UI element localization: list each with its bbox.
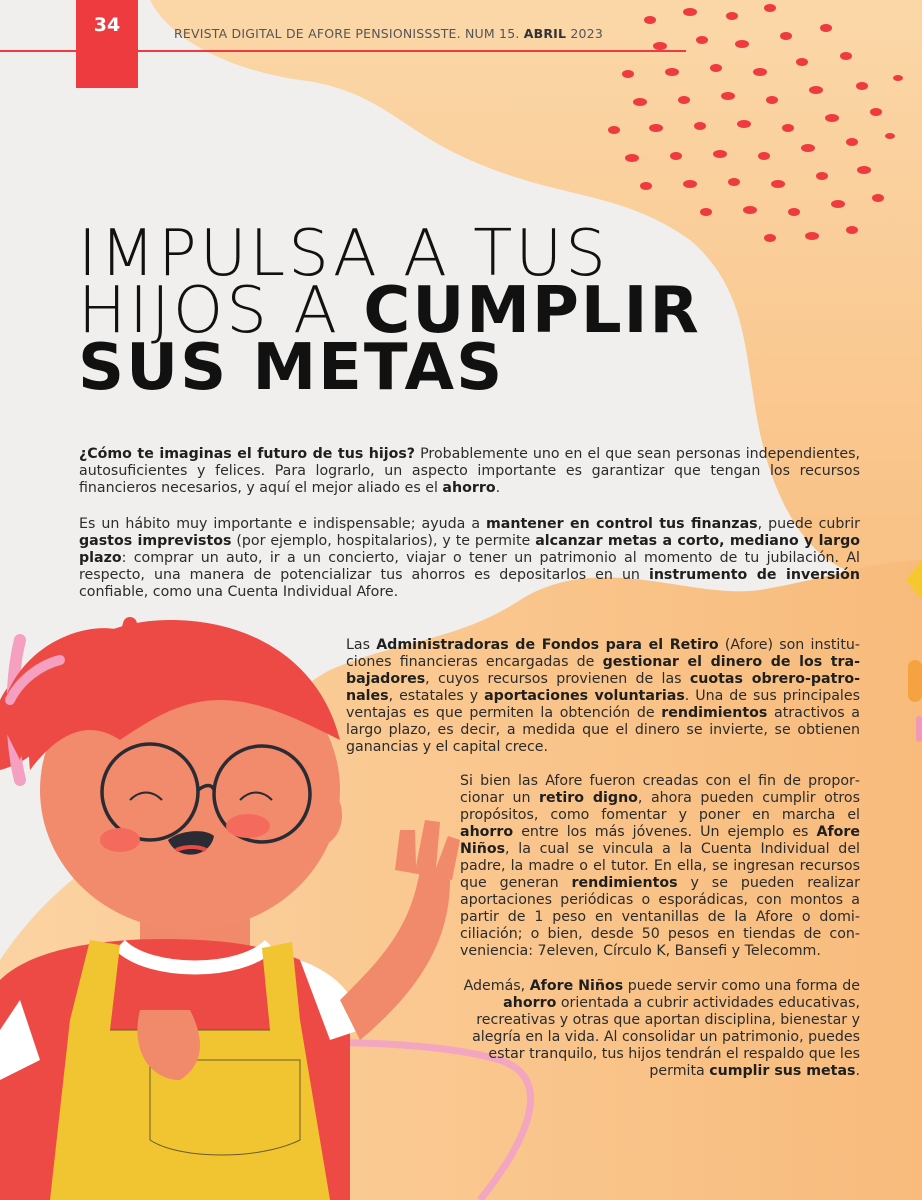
paragraph-saving-habit: Es un hábito muy importante e indispensable; ayuda a mantener en control tus finanzas, puede cubrir gastos imprevistos (por ejemplo, hospitalarios), y te permite alcanzar metas a corto, mediano y largo plazo: comprar un auto, ir a un concierto, viajar o tener un patrimonio al momento de tu jubilación. Al respecto, una manera de potencializar tus ahorros es depositarlos en un instrumento de inversión confiable, como una Cuenta Individual Afore. — [79, 516, 860, 600]
pink-side-decoration — [916, 716, 922, 742]
header-divider — [0, 50, 686, 52]
title-line-2-bold: CUMPLIR — [363, 274, 701, 348]
paragraph-conclusion: Además, Afore Niños puede servir como una forma de ahorro orientada a cubrir actividades educativas, recreativas y otras que aportan disciplina, bienestar y alegría en la vida. Al consolidar un patrimonio, puedes estar tranquilo, tus hijos tendrán el respaldo que les permita cumplir sus metas. — [463, 978, 860, 1079]
paragraph-afore-definition: Las Administradoras de Fondos para el Retiro (Afore) son instituciones financieras encargadas de gestionar el dinero de los trabajadores, cuyos recursos provienen de las cuotas obrero-patronales, estatales y aportaciones voluntarias. Una de sus principales ventajas es que permiten la obtención de rendimientos atractivos a largo plazo, es decir, a medida que el dinero se invierte, se obtienen ganancias y el capital crece. — [346, 637, 861, 755]
paragraph-intro: ¿Cómo te imaginas el futuro de tus hijos? Probablemente uno en el que sean personas independientes, autosuficientes y felices. Para lograrlo, un aspecto importante es garantizar que tengan los recursos financieros necesarios, y aquí el mejor aliado es el ahorro. — [79, 446, 860, 496]
magazine-name: REVISTA DIGITAL DE AFORE PENSIONISSSTE. NUM 15. — [174, 26, 520, 41]
issue-month: ABRIL — [523, 26, 567, 41]
paragraph-afore-ninos: Si bien las Afore fueron creadas con el fin de proporcionar un retiro digno, ahora pueden cumplir otros propósitos, como fomentar y poner en marcha el ahorro entre los más jóvenes. Un ejemplo es Afore Niños, la cual se vincula a la Cuenta Individual del padre, la madre o el tutor. En ella, se ingresan recursos que generan rendimientos y se pueden realizar aportaciones periódicas o esporádicas, con montos a partir de 1 peso en ventanillas de la Afore o domiciliación; o bien, desde 50 pesos en tiendas de conveniencia: 7eleven, Círculo K, Bansefi y Telecomm. — [460, 773, 860, 959]
magazine-header — [174, 26, 603, 41]
page-number-tab — [76, 0, 138, 88]
title-line-2-light: HIJOS A — [78, 274, 364, 348]
issue-year: 2023 — [570, 26, 603, 41]
orange-side-decoration — [908, 660, 922, 702]
article-title — [78, 217, 858, 405]
page-number: 34 — [93, 14, 121, 36]
title-line-3: SUS METAS — [78, 331, 505, 405]
title-line-1: IMPULSA A TUS — [78, 217, 609, 291]
